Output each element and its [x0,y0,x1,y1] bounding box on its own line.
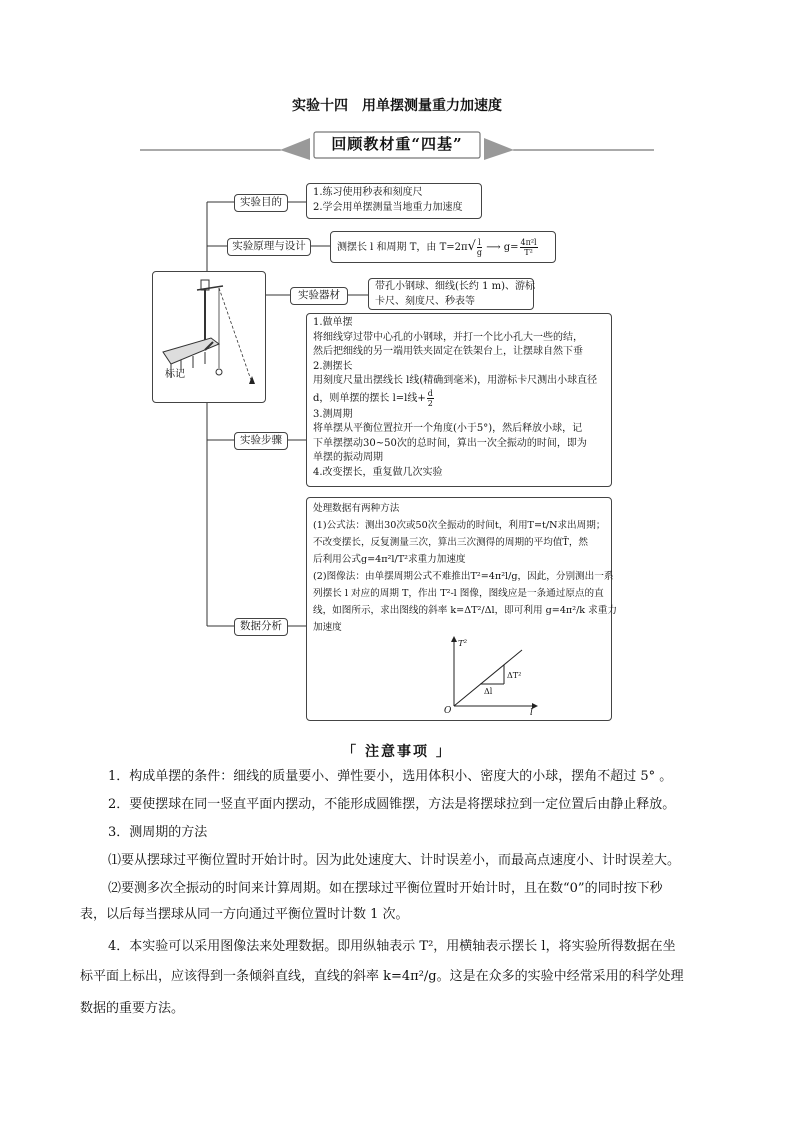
purpose-line-2: 2.学会用单摆测量当地重力加速度 [313,201,463,213]
steps-box [306,313,612,487]
figure-mark-label: 标记 [165,369,185,380]
graph-y-axis-label: T² [458,639,468,649]
equipment-box [368,278,534,310]
steps-line: 下单摆摆动30~50次的总时间，算出一次全振动的时间，即为 [313,437,587,449]
analysis-line: 线，如图所示，求出图线的斜率 k=ΔT²/Δl，即可利用 g=4π²/k 求重力 [313,605,617,616]
steps-line-length: d，则单摆的摆长 l=l线+ $\frac{d}{2}$ [313,388,433,408]
steps-line: 将单摆从平衡位置拉开一个角度(小于5°)，然后释放小球，记 [313,423,583,434]
note-4: 4．本实验可以采用图像法来处理数据。即用纵轴表示 T²，用横轴表示摆长 l，将实验所得数据在坐 [108,939,676,954]
equipment-line-2: 卡尺、刻度尺、秒表等 [375,295,475,307]
t2-l-graph [440,636,540,716]
analysis-line: 加速度 [313,622,342,633]
principle-prefix: 测摆长 l 和周期 T，由 T=2π [337,242,468,253]
steps-line: 单摆的振动周期 [313,452,383,463]
graph-delta-l: Δl [484,687,493,696]
arrow-icon: ⟶ [486,242,501,253]
analysis-line: 处理数据有两种方法 [313,503,400,514]
steps-line: 将细线穿过带中心孔的小钢球，并打一个比小孔大一些的结， [313,331,583,343]
note-4-cont: 标平面上标出，应该得到一条倾斜直线，直线的斜率 k=4π²/g。这是在众多的实验中经常采用的科学处理 [80,969,684,984]
notes-heading: 「 注意事项 」 [342,744,452,760]
steps-line: 1.做单摆 [313,317,353,328]
graph-delta-t2: ΔT² [507,671,522,680]
analysis-line: (1)公式法：测出30次或50次全振动的时间t，利用T=t/N求出周期； [313,520,606,531]
note-4-end: 数据的重要方法。 [80,1001,185,1016]
principle-result-frac: $\frac{\text{4π²l}}{\text{T²}}$ [520,238,537,257]
analysis-line: 后利用公式g=4π²l/T²求重力加速度 [313,554,466,565]
analysis-line: 不改变摆长，反复测量三次，算出三次测得的周期的平均值T̄，然 [313,537,589,548]
note-3-2: ⑵要测多次全振动的时间来计算周期。如在摆球过平衡位置时开始计时，且在数“0”的同时按下秒 [108,881,663,896]
principle-result: g= [503,242,519,253]
steps-line: 4.改变摆长，重复做几次实验 [313,466,443,478]
note-3: 3．测周期的方法 [108,825,208,840]
note-3-1: ⑴要从摆球过平衡位置时开始计时。因为此处速度大、计时误差小，而最高点速度小、计时误差大。 [108,853,681,868]
equipment-line-1: 带孔小钢球、细线(长约 1 m)、游标 [375,281,536,292]
note-1: 1．构成单摆的条件：细线的质量要小、弹性要小，选用体积小、密度大的小球，摆角不超过 5° 。 [108,769,673,784]
pendulum-illustration [153,272,265,402]
label-purpose: 实验目的 [234,194,288,212]
note-2: 2．要使摆球在同一竖直平面内摆动，不能形成圆锥摆，方法是将摆球拉到一定位置后由静止释放。 [108,797,676,812]
steps-line: 2.测摆长 [313,360,353,372]
d-over-2-frac: $\frac{d}{2}$ [427,388,433,408]
purpose-box [306,183,482,219]
apparatus-figure [152,271,266,403]
label-analysis: 数据分析 [234,618,288,636]
graph-x-axis-label: l [530,708,533,716]
label-principle: 实验原理与设计 [227,238,311,256]
analysis-line: (2)图像法：由单摆周期公式不难推出T²=4π²l/g，因此，分别测出一系 [313,571,614,582]
label-steps: 实验步骤 [234,432,288,450]
note-3-2-cont: 表，以后每当摆球从同一方向通过平衡位置时计数 1 次。 [80,907,409,922]
page-title: 实验十四 用单摆测量重力加速度 [292,98,502,114]
steps-line: 用刻度尺量出摆线长 l线(精确到毫米)，用游标卡尺测出小球直径 [313,375,598,386]
graph-origin: O [444,706,452,716]
label-equipment: 实验器材 [290,287,348,305]
principle-box: 测摆长 l 和周期 T，由 T=2π√ $\frac{l}{g}$ ⟶ g= $\frac{\text{4π²l}}{\text{T²}}$ [330,231,556,263]
section-banner: 回顾教材重“四基” [331,135,463,153]
steps-line: 3.测周期 [313,408,353,420]
steps-line: 然后把细线的另一端用铁夹固定在铁架台上，让摆球自然下垂 [313,346,583,357]
purpose-line-1: 1.练习使用秒表和刻度尺 [313,187,423,198]
analysis-line: 列摆长 l 对应的周期 T，作出 T²-l 图像，图线应是一条通过原点的直 [313,588,604,599]
principle-sqrt-frac: $\frac{l}{g}$ [476,238,482,257]
